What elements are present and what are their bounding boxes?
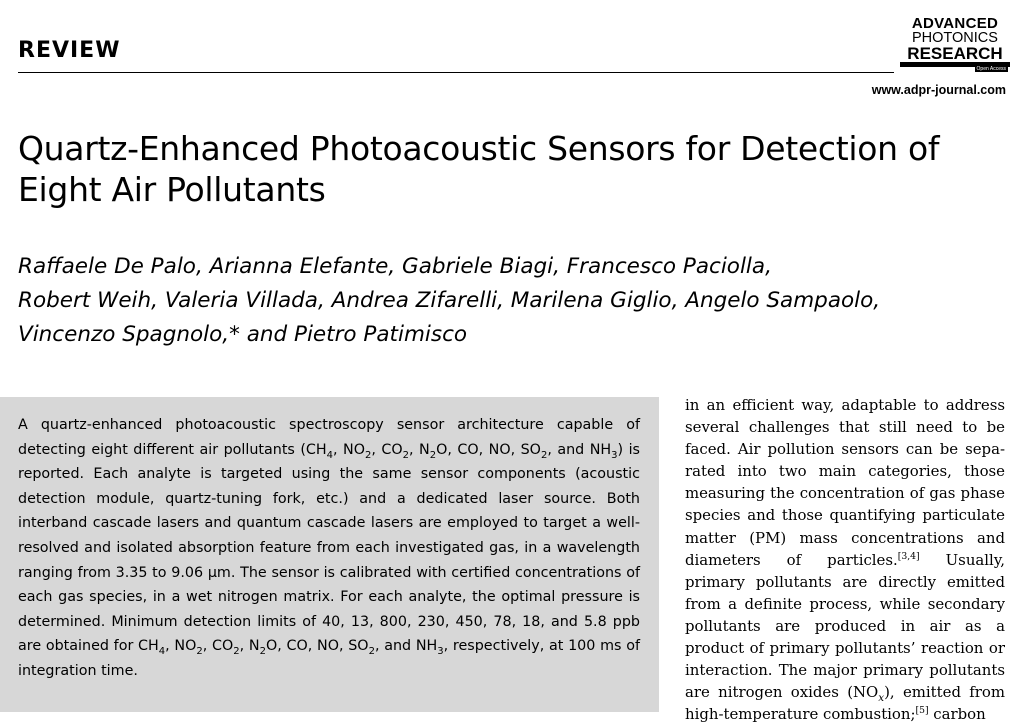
authors-line-1: Raffaele De Palo, Arianna Elefante, Gabriele Biagi, Francesco Paciolla, [18, 254, 772, 279]
title-line-1: Quartz-Enhanced Photoacoustic Sensors for Detection of [18, 129, 940, 168]
abstract-segment: O, CO, NO, SO [436, 441, 541, 458]
subscript: 2 [402, 449, 410, 461]
subscript: 2 [429, 449, 437, 461]
author-list [18, 250, 998, 352]
abstract-segment: , N [239, 638, 260, 655]
journal-url-link[interactable]: www.adpr-journal.com [871, 83, 1006, 97]
abstract-segment: O, CO, NO, SO [265, 638, 369, 655]
abstract-segment: , and NH [374, 638, 438, 655]
title-line-2: Eight Air Pollutants [18, 170, 326, 209]
body-text-column [685, 394, 1005, 725]
subscript: 2 [196, 646, 203, 658]
subscript: 3 [437, 646, 444, 658]
citation-link[interactable]: [5] [915, 705, 929, 717]
subscript: 3 [611, 449, 618, 461]
authors-line-3: Vincenzo Spagnolo,* and Pietro Patimisco [18, 322, 468, 347]
abstract-segment: , NO [333, 441, 366, 458]
subscript: 2 [540, 449, 548, 461]
journal-logo [900, 15, 1010, 72]
body-segment: carbon [928, 705, 986, 724]
abstract-segment: , N [409, 441, 430, 458]
subscript: 4 [326, 449, 334, 461]
subscript: 2 [365, 449, 372, 461]
body-segment: in an efficient way, adaptable to address several challenges that still need to be faced. Air pollution sensors can be separated into two main categories, those measuring the concentration of gas phase species and those quantifying particulate matter (PM) mass concentrations and diameters of particles. [685, 396, 1005, 569]
subscript: 2 [259, 646, 266, 658]
article-title [18, 128, 1008, 210]
abstract-text [18, 413, 640, 684]
authors-line-2: Robert Weih, Valeria Villada, Andrea Zifarelli, Marilena Giglio, Angelo Sampaolo, [18, 288, 881, 313]
section-label: REVIEW [18, 38, 121, 63]
body-segment: Usually, primary pollutants are directly emitted from a definite process, while secondary pollutants are produced in air as a product of primary pollutants’ reaction or interaction. The major primary pollutants are nitrogen oxides (NO [685, 550, 1005, 702]
subscript: x [878, 692, 885, 705]
journal-logo-line3: RESEARCH [900, 46, 1010, 67]
abstract-segment: ) is reported. Each analyte is targeted using the same sensor components (acoustic detection module, quartz-tuning fork, etc.) and a dedicated laser source. Both interband cascade lasers and quantum cascade lasers are employed to target a well-resolved and isolated absorption feature from each investigated gas, in a wavelength ranging from 3.35 to 9.06 μm. The sensor is calibrated with certified concentrations of each gas species, in a wet nitrogen matrix. For each analyte, the optimal pressure is determined. Minimum detection limits of 40, 13, 800, 230, 450, 78, 18, and 5.8 ppb are obtained for CH [18, 441, 640, 655]
abstract-segment: , CO [202, 638, 234, 655]
subscript: 2 [368, 646, 375, 658]
subscript: 4 [158, 646, 166, 658]
abstract-segment: , and NH [547, 441, 612, 458]
abstract-segment: , CO [371, 441, 403, 458]
abstract-segment: A quartz-enhanced photoacoustic spectroscopy sensor architecture capable of detecting eight different air pollutants (CH [18, 417, 640, 458]
journal-logo-line2: PHOTONICS [912, 30, 998, 46]
body-segment: ), emitted from high-temperature combustion; [685, 683, 1005, 724]
abstract-segment: , respectively, at 100 ms of integration time. [18, 638, 640, 679]
journal-logo-line1: ADVANCED [911, 15, 999, 32]
header-rule [18, 72, 894, 73]
subscript: 2 [233, 646, 240, 658]
abstract-segment: , NO [165, 638, 197, 655]
citation-link[interactable]: [3,4] [897, 550, 920, 562]
journal-logo-tag: Open Access [976, 66, 1006, 72]
